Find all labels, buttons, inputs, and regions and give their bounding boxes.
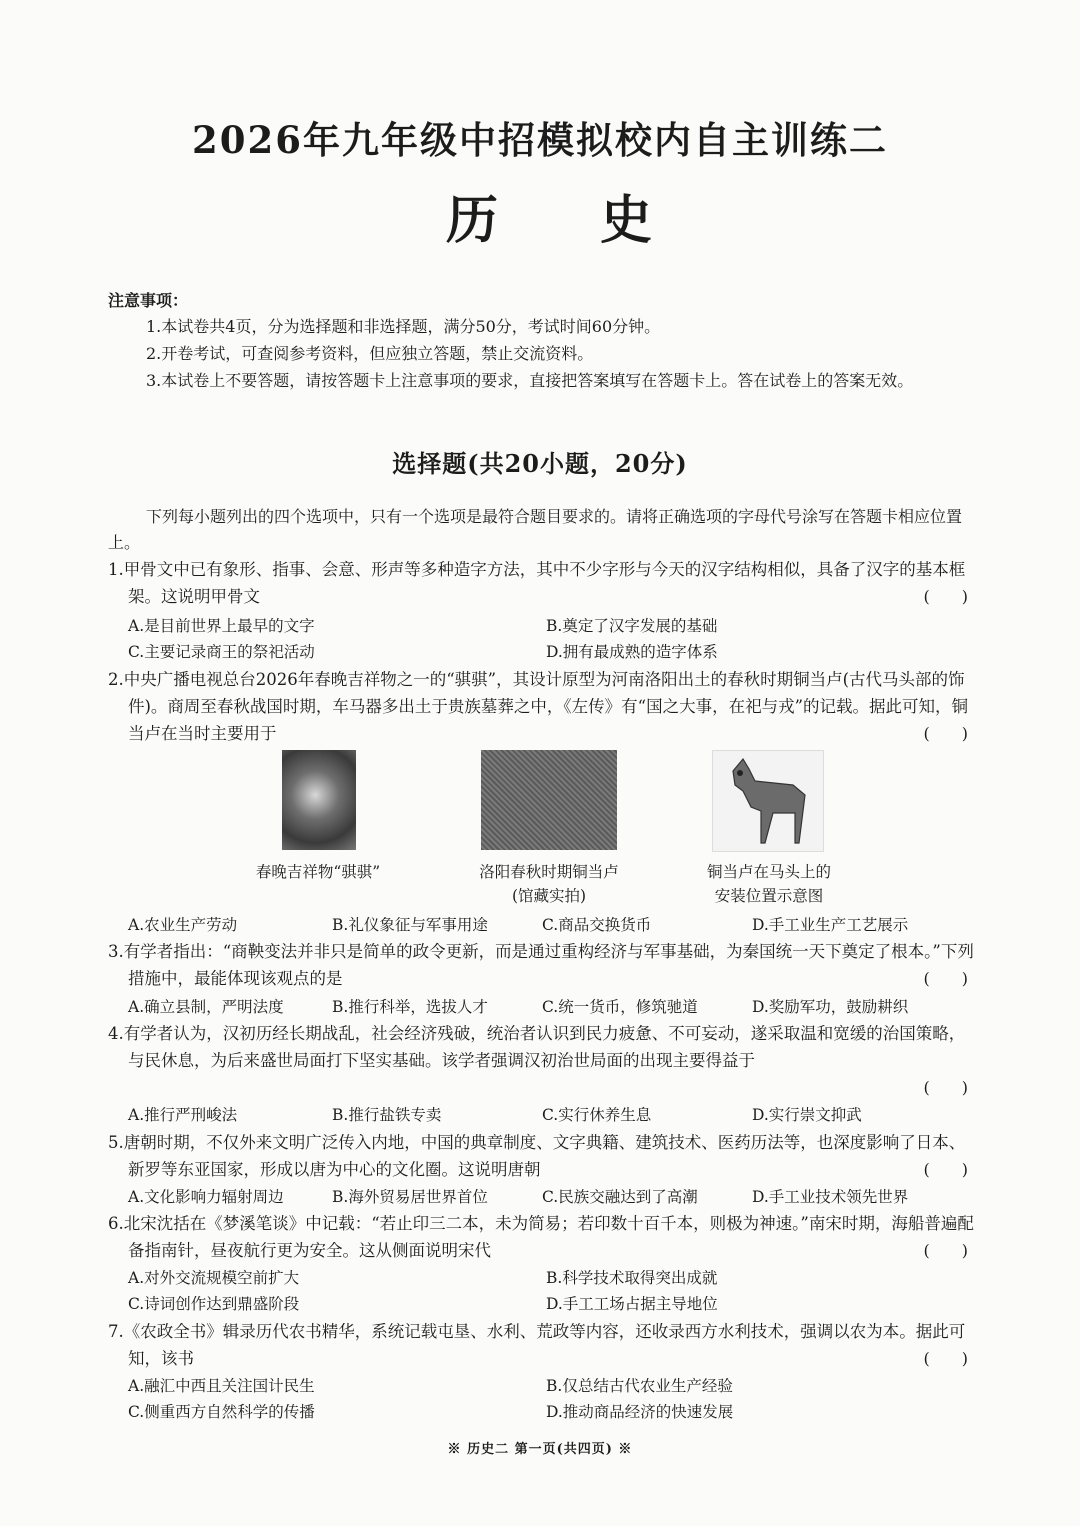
question-stem: 7.《农政全书》辑录历代农书精华，系统记载屯垦、水利、荒政等内容，还收录西方水利技术，强调以农为本。据此可知，该书 — [108, 1322, 966, 1368]
option-d: D.推动商品经济的快速发展 — [546, 1403, 734, 1421]
answer-paren: ( ) — [923, 1160, 968, 1179]
option-d: D.拥有最成熟的造字体系 — [546, 643, 718, 661]
figure-caption-3: 铜当卢在马头上的 — [706, 863, 831, 881]
answer-paren: ( ) — [923, 1078, 968, 1097]
question-7 — [108, 1318, 978, 1372]
notice-item-2: 2.开卷考试，可查阅参考资料，但应独立答题，禁止交流资料。 — [146, 344, 594, 363]
page-footer: ※ 历史二 第一页(共四页) ※ — [447, 1442, 633, 1457]
option-a: A.是目前世界上最早的文字 — [128, 617, 315, 635]
option-c: C.实行休养生息 — [542, 1106, 652, 1124]
option-a: A.文化影响力辐射周边 — [128, 1188, 284, 1206]
figure-caption-3b: 安装位置示意图 — [714, 887, 824, 905]
question-stem: 1.甲骨文中已有象形、指事、会意、形声等多种造字方法，其中不少字形与今天的汉字结构相似，具备了汉字的基本框架。这说明甲骨文 — [108, 560, 966, 606]
option-b: B.海外贸易居世界首位 — [332, 1188, 488, 1206]
option-d: D.实行崇文抑武 — [752, 1106, 862, 1124]
subject-title: 历 史 — [445, 190, 695, 251]
section-intro: 下列每小题列出的四个选项中，只有一个选项是最符合题目要求的。请将正确选项的字母代号涂写在答题卡相应位置上。 — [108, 507, 963, 552]
horse-icon — [713, 751, 823, 851]
option-c: C.商品交换货币 — [542, 916, 652, 934]
option-c: C.民族交融达到了高潮 — [542, 1188, 698, 1206]
notice-item-3: 3.本试卷上不要答题，请按答题卡上注意事项的要求，直接把答案填写在答题卡上。答在试卷上的答案无效。 — [146, 371, 914, 390]
option-a: A.对外交流规模空前扩大 — [128, 1269, 300, 1287]
exam-title: 2026年九年级中招模拟校内自主训练二 — [192, 118, 888, 162]
horse-diagram — [712, 750, 824, 852]
option-a: A.融汇中西且关注国计民生 — [128, 1377, 315, 1395]
option-b: B.仅总结古代农业生产经验 — [546, 1377, 733, 1395]
option-c: C.侧重西方自然科学的传播 — [128, 1403, 315, 1421]
answer-paren: ( ) — [923, 587, 968, 606]
question-3 — [108, 938, 978, 992]
notice-item-1: 1.本试卷共4页，分为选择题和非选择题，满分50分，考试时间60分钟。 — [146, 317, 661, 336]
option-d: D.手工工场占据主导地位 — [546, 1295, 718, 1313]
option-a: A.确立县制，严明法度 — [128, 998, 284, 1016]
answer-paren: ( ) — [923, 724, 968, 743]
answer-paren: ( ) — [923, 1241, 968, 1260]
option-a: A.农业生产劳动 — [128, 916, 238, 934]
answer-paren: ( ) — [923, 1349, 968, 1368]
option-c: C.统一货币，修筑驰道 — [542, 998, 698, 1016]
question-stem: 4.有学者认为，汉初历经长期战乱，社会经济残破，统治者认识到民力疲惫、不可妄动，遂采取温和宽缓的治国策略，与民休息，为后来盛世局面打下坚实基础。该学者强调汉初治世局面的出现主要得益于 — [108, 1024, 966, 1070]
option-b: B.奠定了汉字发展的基础 — [546, 617, 718, 635]
question-4 — [108, 1020, 978, 1097]
option-b: B.推行科举，选拔人才 — [332, 998, 488, 1016]
question-stem: 6.北宋沈括在《梦溪笔谈》中记载：“若止印三二本，未为简易；若印数十百千本，则极为神速。”南宋时期，海船普遍配备指南针，昼夜航行更为安全。这从侧面说明宋代 — [108, 1214, 974, 1260]
option-c: C.主要记录商王的祭祀活动 — [128, 643, 315, 661]
option-d: D.手工业技术领先世界 — [752, 1188, 909, 1206]
question-5 — [108, 1129, 978, 1183]
figure-caption-1: 春晚吉祥物“骐骐” — [255, 863, 381, 881]
bronze-danglu-photo — [481, 750, 617, 850]
figure-caption-2: 洛阳春秋时期铜当卢 — [479, 863, 619, 881]
question-stem: 3.有学者指出：“商鞅变法并非只是简单的政令更新，而是通过重构经济与军事基础，为秦国统一天下奠定了根本。”下列措施中，最能体现该观点的是 — [108, 942, 974, 988]
notice-heading: 注意事项： — [108, 291, 189, 310]
answer-paren: ( ) — [923, 969, 968, 988]
question-stem: 5.唐朝时期，不仅外来文明广泛传入内地，中国的典章制度、文字典籍、建筑技术、医药历法等，也深度影响了日本、新罗等东亚国家，形成以唐为中心的文化圈。这说明唐朝 — [108, 1133, 966, 1179]
option-b: B.礼仪象征与军事用途 — [332, 916, 488, 934]
option-b: B.推行盐铁专卖 — [332, 1106, 442, 1124]
question-2 — [108, 666, 978, 747]
option-b: B.科学技术取得突出成就 — [546, 1269, 718, 1287]
question-6 — [108, 1210, 978, 1264]
question-1 — [108, 556, 978, 610]
option-d: D.奖励军功，鼓励耕织 — [752, 998, 909, 1016]
option-d: D.手工业生产工艺展示 — [752, 916, 909, 934]
mascot-qiqi-photo — [282, 750, 356, 850]
question-stem: 2.中央广播电视总台2026年春晚吉祥物之一的“骐骐”，其设计原型为河南洛阳出土的春秋时期铜当卢(古代马头部的饰件)。商周至春秋战国时期，车马器多出土于贵族墓葬之中，《左传》有“国之大事，在祀与戎”的记载。据此可知，铜当卢在当时主要用于 — [108, 670, 969, 743]
section-title: 选择题(共20小题，20分) — [392, 449, 688, 478]
option-c: C.诗词创作达到鼎盛阶段 — [128, 1295, 300, 1313]
figure-caption-2b: (馆藏实拍) — [511, 887, 587, 905]
option-a: A.推行严刑峻法 — [128, 1106, 238, 1124]
